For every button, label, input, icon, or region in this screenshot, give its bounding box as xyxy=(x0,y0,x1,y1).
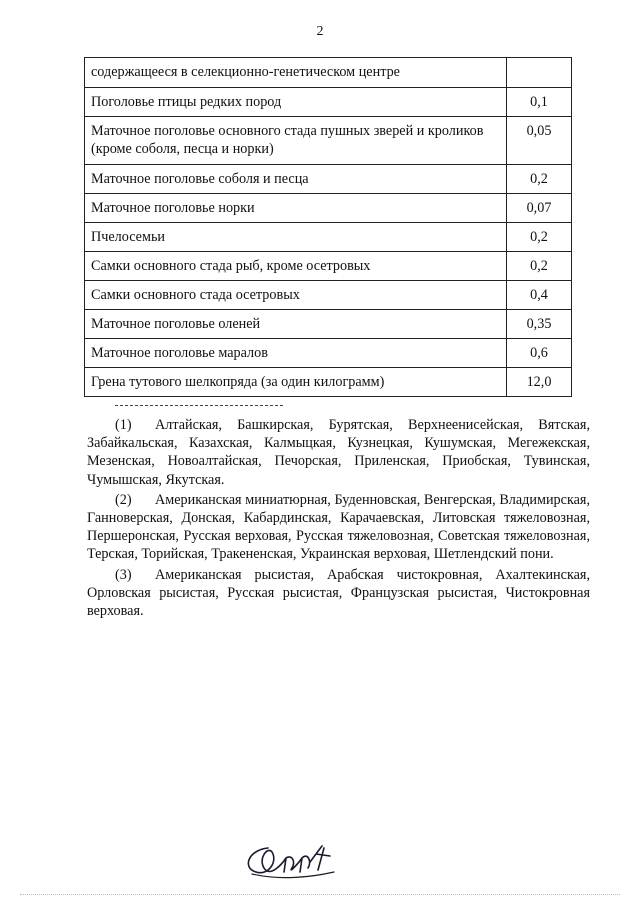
footnote-number: (1) xyxy=(115,417,132,433)
row-value: 0,07 xyxy=(507,194,572,223)
row-value: 0,4 xyxy=(507,281,572,310)
table-row xyxy=(85,117,572,165)
footnote-number: (2) xyxy=(115,491,132,508)
row-label: Маточное поголовье основного стада пушных зверей и кроликов (кроме соболя, песца и норки) xyxy=(85,117,507,165)
scan-edge-artifact xyxy=(20,894,620,897)
footnote-number: (3) xyxy=(115,566,132,583)
row-label: Пчелосемьи xyxy=(85,223,507,252)
row-value: 0,2 xyxy=(507,252,572,281)
row-value: 0,6 xyxy=(507,339,572,368)
handwritten-signature xyxy=(238,828,348,888)
row-label: Самки основного стада осетровых xyxy=(85,281,507,310)
row-value: 0,35 xyxy=(507,310,572,339)
footnote-2 xyxy=(87,491,590,564)
table-row xyxy=(85,368,572,397)
row-value: 0,05 xyxy=(507,117,572,165)
footnotes-section xyxy=(87,405,590,622)
row-label: содержащееся в селекционно-генетическом центре xyxy=(85,58,507,88)
row-value: 0,2 xyxy=(507,165,572,194)
footnote-text: Американская миниатюрная, Буденновская, Венгерская, Владимирская, Ганноверская, Донская, Кабардинская, Карачаевская, Литовская тяжеловозная, Першеронская, Русская верховая, Русская тяжеловозная, Советская тяжеловозная, Терская, Торийская, Тракененская, Украинская верховая, Шетлендский пони. xyxy=(87,491,590,563)
footnote-text: Американская рысистая, Арабская чистокровная, Ахалтекинская, Орловская рысистая, Русская рысистая, Французская рысистая, Чистокровная верховая. xyxy=(87,566,590,620)
footnote-text: Алтайская, Башкирская, Бурятская, Верхнеенисейская, Вятская, Забайкальская, Казахская, Калмыцкая, Кузнецкая, Кушумская, Мегежекская, Мезенская, Новоалтайская, Печорская, Приленская, Приобская, Тувинская, Чумышская, Якутская. xyxy=(87,417,590,488)
table-row xyxy=(85,281,572,310)
row-label: Маточное поголовье норки xyxy=(85,194,507,223)
table-row xyxy=(85,310,572,339)
row-label: Самки основного стада рыб, кроме осетровых xyxy=(85,252,507,281)
row-label: Маточное поголовье маралов xyxy=(85,339,507,368)
table-row xyxy=(85,223,572,252)
row-value: 0,1 xyxy=(507,88,572,117)
coefficient-table xyxy=(84,57,572,397)
page-number: 2 xyxy=(316,24,324,39)
row-label: Грена тутового шелкопряда (за один килограмм) xyxy=(85,368,507,397)
table-row xyxy=(85,88,572,117)
row-label: Маточное поголовье соболя и песца xyxy=(85,165,507,194)
row-value: 0,2 xyxy=(507,223,572,252)
table-row xyxy=(85,339,572,368)
table-row xyxy=(85,58,572,88)
row-value xyxy=(507,58,572,88)
table-row xyxy=(85,194,572,223)
row-value: 12,0 xyxy=(507,368,572,397)
footnote-1 xyxy=(87,416,590,489)
row-label: Маточное поголовье оленей xyxy=(85,310,507,339)
footnote-3 xyxy=(87,566,590,621)
table-row xyxy=(85,252,572,281)
row-label: Поголовье птицы редких пород xyxy=(85,88,507,117)
footnote-separator xyxy=(115,405,283,416)
table-row xyxy=(85,165,572,194)
